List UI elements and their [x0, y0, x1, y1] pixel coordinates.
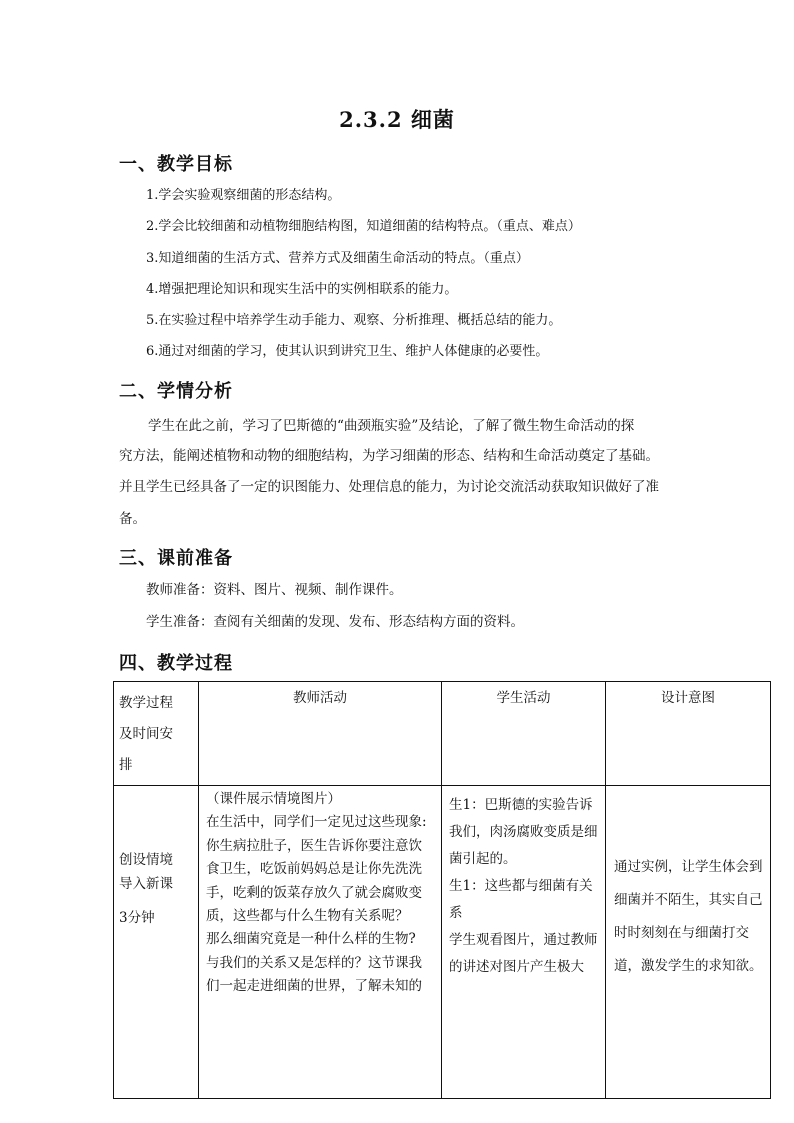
header-stage-line-1: 教学过程	[119, 695, 173, 711]
analysis-line-3: 并且学生已经具备了一定的识图能力、处理信息的能力，为讨论交流活动获取知识做好了准	[119, 479, 659, 495]
document-title: 2.3.2 细菌	[339, 107, 455, 132]
intent-line-2: 细菌并不陌生，其实自己	[614, 892, 763, 908]
student-line-2: 我们，肉汤腐败变质是细	[449, 824, 598, 840]
goal-item-1: 1.学会实验观察细菌的形态结构。	[146, 188, 341, 203]
teacher-line-9: 们一起走进细菌的世界，了解未知的	[206, 978, 422, 995]
row-student-activity	[442, 786, 606, 1099]
teacher-line-6: 质，这些都与什么生物有关系呢？	[206, 908, 409, 925]
analysis-line-2: 究方法，能阐述植物和动物的细胞结构，为学习细菌的形态、结构和生命活动奠定了基础。	[119, 448, 659, 464]
intent-line-4: 道，激发学生的求知欲。	[614, 958, 763, 974]
goal-item-3: 3.知道细菌的生活方式、营养方式及细菌生命活动的特点。（重点）	[146, 251, 529, 266]
header-stage-line-2: 及时间安	[119, 726, 173, 742]
teacher-line-1: （课件展示情境图片）	[206, 791, 341, 807]
header-stage-cell	[114, 682, 199, 786]
goal-item-4: 4.增强把理论知识和现实生活中的实例相联系的能力。	[146, 282, 458, 297]
intent-line-1: 通过实例，让学生体会到	[614, 859, 763, 875]
goal-item-2: 2.学会比较细菌和动植物细胞结构图，知道细菌的结构特点。（重点、难点）	[146, 219, 581, 234]
analysis-line-4: 备。	[119, 511, 146, 527]
teacher-line-2: 在生活中，同学们一定见过这些现象:	[206, 814, 427, 831]
student-line-7: 的讲述对图片产生极大	[449, 959, 584, 975]
goal-item-5: 5.在实验过程中培养学生动手能力、观察、分析推理、概括总结的能力。	[146, 313, 562, 328]
student-line-4: 生1：这些都与细菌有关	[449, 878, 593, 894]
student-line-6: 学生观看图片，通过教师	[449, 932, 598, 948]
row-stage-gap	[119, 896, 194, 906]
teacher-line-7: 那么细菌究竟是一种什么样的生物?	[206, 931, 416, 948]
header-design-intent: 设计意图	[606, 682, 771, 786]
section-heading-preparation: 三、课前准备	[119, 548, 233, 569]
table-header-row	[114, 682, 771, 786]
row-stage-line-2: 导入新课	[119, 876, 173, 892]
header-stage-line-3: 排	[119, 757, 133, 773]
student-preparation: 学生准备：查阅有关细菌的发现、发布、形态结构方面的资料。	[146, 614, 524, 630]
teacher-preparation: 教师准备：资料、图片、视频、制作课件。	[146, 582, 403, 598]
row-stage-cell	[114, 786, 199, 1099]
header-student-activity: 学生活动	[442, 682, 606, 786]
row-design-intent	[606, 786, 771, 1099]
student-line-5: 系	[449, 905, 463, 921]
row-teacher-activity	[199, 786, 442, 1099]
section-heading-goals: 一、教学目标	[119, 154, 233, 175]
section-heading-process: 四、教学过程	[119, 653, 233, 674]
teacher-line-3: 你生病拉肚子，医生告诉你要注意饮	[206, 837, 422, 854]
teacher-line-5: 手，吃剩的饭菜存放久了就会腐败变	[206, 884, 422, 901]
row-stage-line-1: 创设情境	[119, 852, 173, 868]
header-teacher-activity: 教师活动	[199, 682, 442, 786]
goal-item-6: 6.通过对细菌的学习，使其认识到讲究卫生、维护人体健康的必要性。	[146, 344, 549, 359]
student-line-1: 生1：巴斯德的实验告诉	[449, 797, 593, 813]
table-row	[114, 786, 771, 1099]
teacher-line-8: 与我们的关系又是怎样的？这节课我	[206, 954, 422, 971]
teacher-line-4: 食卫生，吃饭前妈妈总是让你先洗洗	[206, 861, 422, 878]
student-line-3: 菌引起的。	[449, 851, 517, 867]
teaching-process-table	[113, 681, 771, 1099]
section-heading-analysis: 二、学情分析	[119, 381, 233, 402]
analysis-line-1: 学生在此之前，学习了巴斯德的“曲颈瓶实验”及结论，了解了微生物生命活动的探	[148, 418, 635, 434]
intent-line-3: 时时刻刻在与细菌打交	[614, 925, 749, 941]
row-stage-line-3: 3分钟	[119, 910, 155, 926]
